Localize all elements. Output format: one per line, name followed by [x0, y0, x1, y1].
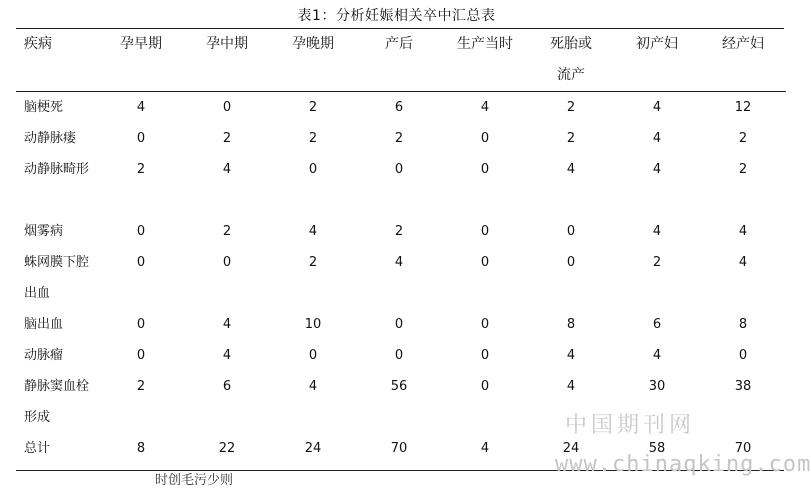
header-cell: 孕中期: [206, 36, 248, 52]
value-cell: 6: [222, 379, 232, 394]
value-cell: 0: [136, 348, 146, 363]
value-cell: 2: [136, 379, 146, 394]
header-cell: 疾病: [24, 36, 52, 52]
value-cell: 0: [480, 317, 490, 332]
header-cell: 孕晚期: [292, 36, 334, 52]
value-cell: 0: [566, 224, 576, 239]
value-cell: 0: [738, 348, 748, 363]
watermark-logo-text: 中国期刊网: [565, 413, 696, 438]
value-cell: 38: [734, 379, 752, 394]
value-cell: 12: [734, 100, 752, 115]
value-cell: 0: [308, 348, 318, 363]
value-cell: 0: [308, 162, 318, 177]
value-cell: 0: [136, 131, 146, 146]
value-cell: 0: [394, 348, 404, 363]
value-cell: 10: [304, 317, 322, 332]
value-cell: 4: [738, 224, 748, 239]
value-cell: 4: [566, 162, 576, 177]
header-cell: 经产妇: [722, 36, 764, 52]
value-cell: 0: [394, 162, 404, 177]
disease-name-cell: 烟雾病: [24, 224, 64, 239]
value-cell: 0: [222, 100, 232, 115]
value-cell: 2: [222, 224, 232, 239]
table-row: [16, 216, 786, 247]
value-cell: 6: [394, 100, 404, 115]
disease-name-cell: 脑出血: [24, 317, 64, 332]
header-cell: 产后: [385, 36, 413, 52]
value-cell: 70: [390, 441, 408, 456]
value-cell: 4: [652, 224, 662, 239]
summary-table: [16, 29, 786, 464]
header-cell: 初产妇: [636, 36, 678, 52]
value-cell: 70: [734, 441, 752, 456]
watermark-url: www.chinaqking.com: [555, 452, 811, 477]
table-caption: 表1：分析妊娠相关卒中汇总表: [297, 8, 496, 24]
value-cell: 2: [652, 255, 662, 270]
value-cell: 4: [566, 379, 576, 394]
value-cell: 2: [222, 131, 232, 146]
disease-name-cell: 蛛网膜下腔出血: [24, 255, 90, 301]
value-cell: 4: [652, 131, 662, 146]
value-cell: 4: [480, 100, 490, 115]
header-cell: 孕早期: [120, 36, 162, 52]
value-cell: 58: [648, 441, 666, 456]
value-cell: 0: [480, 348, 490, 363]
value-cell: 2: [738, 162, 748, 177]
value-cell: 56: [390, 379, 408, 394]
value-cell: 8: [566, 317, 576, 332]
value-cell: 30: [648, 379, 666, 394]
table-row: [16, 154, 786, 216]
value-cell: 4: [308, 224, 318, 239]
value-cell: 24: [562, 441, 580, 456]
disease-name-cell: 动脉瘤: [24, 348, 64, 363]
value-cell: 4: [652, 162, 662, 177]
table-row: [16, 92, 786, 124]
disease-name-cell: 脑梗死: [24, 100, 64, 115]
table-row: [16, 340, 786, 371]
value-cell: 0: [136, 255, 146, 270]
value-cell: 0: [480, 162, 490, 177]
value-cell: 0: [480, 379, 490, 394]
value-cell: 2: [566, 100, 576, 115]
value-cell: 0: [222, 255, 232, 270]
value-cell: 4: [222, 162, 232, 177]
value-cell: 0: [136, 317, 146, 332]
value-cell: 2: [308, 255, 318, 270]
value-cell: 2: [136, 162, 146, 177]
value-cell: 4: [222, 348, 232, 363]
header-cell: 生产当时: [457, 36, 513, 52]
cut-off-footnote: 时创毛污少则: [155, 473, 234, 488]
disease-name-cell: 动静脉畸形: [24, 162, 90, 177]
value-cell: 8: [136, 441, 146, 456]
value-cell: 4: [308, 379, 318, 394]
value-cell: 2: [308, 131, 318, 146]
value-cell: 4: [480, 441, 490, 456]
value-cell: 4: [738, 255, 748, 270]
value-cell: 2: [738, 131, 748, 146]
table-row: [16, 123, 786, 154]
disease-name-cell: 总计: [24, 441, 51, 456]
value-cell: 4: [222, 317, 232, 332]
value-cell: 4: [652, 100, 662, 115]
value-cell: 0: [480, 131, 490, 146]
table-header-row: [16, 29, 786, 92]
value-cell: 0: [566, 255, 576, 270]
value-cell: 0: [136, 224, 146, 239]
value-cell: 6: [652, 317, 662, 332]
table-row: [16, 247, 786, 309]
value-cell: 0: [480, 255, 490, 270]
value-cell: 8: [738, 317, 748, 332]
value-cell: 4: [566, 348, 576, 363]
value-cell: 0: [480, 224, 490, 239]
value-cell: 0: [394, 317, 404, 332]
value-cell: 22: [218, 441, 236, 456]
value-cell: 4: [136, 100, 146, 115]
value-cell: 2: [566, 131, 576, 146]
header-cell: 死胎或流产: [550, 36, 592, 83]
table-row: [16, 309, 786, 340]
value-cell: 2: [308, 100, 318, 115]
value-cell: 24: [304, 441, 322, 456]
value-cell: 4: [394, 255, 404, 270]
disease-name-cell: 动静脉瘘: [24, 131, 77, 146]
value-cell: 4: [652, 348, 662, 363]
value-cell: 2: [394, 224, 404, 239]
disease-name-cell: 静脉窦血栓形成: [24, 379, 90, 425]
value-cell: 2: [394, 131, 404, 146]
